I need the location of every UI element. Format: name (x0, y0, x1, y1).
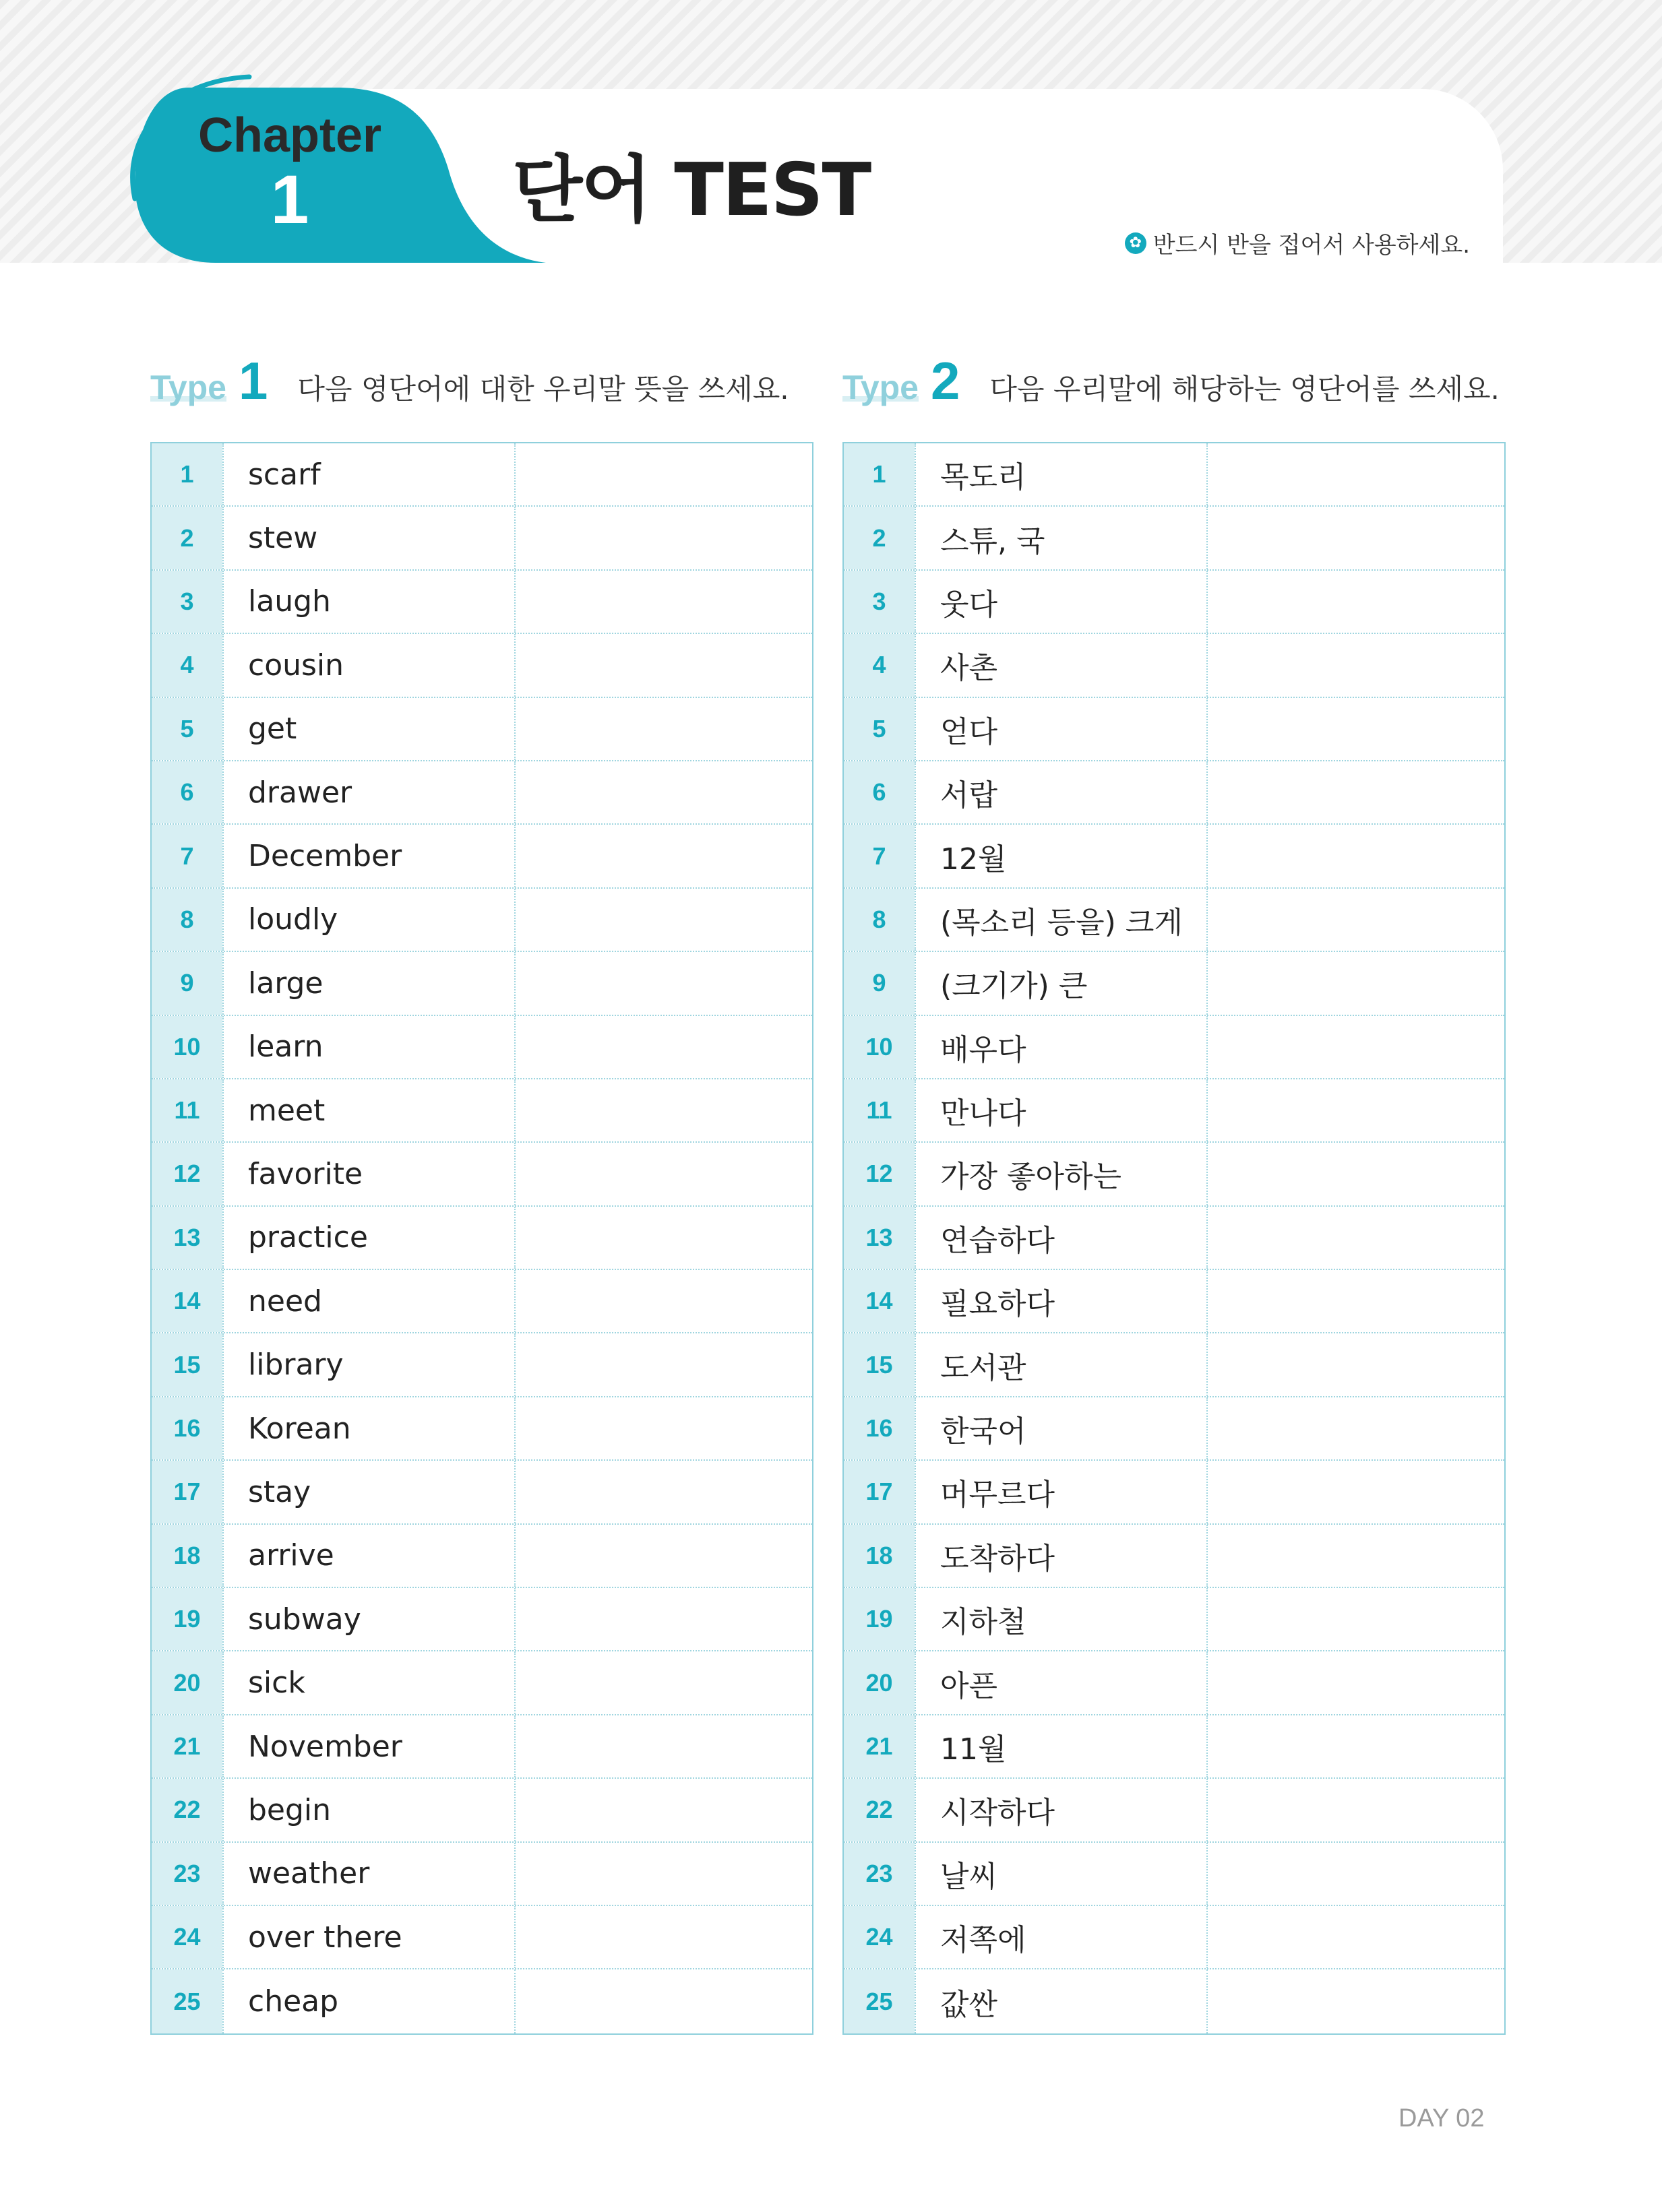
table-row (152, 1397, 812, 1461)
item-word: 값싼 (915, 1969, 1208, 2033)
item-word: 한국어 (915, 1397, 1208, 1459)
item-number: 23 (844, 1843, 915, 1905)
item-number: 11 (152, 1079, 222, 1141)
answer-blank[interactable] (516, 571, 812, 633)
item-word: weather (222, 1843, 516, 1905)
item-number: 17 (844, 1461, 915, 1523)
item-word: 12월 (915, 825, 1208, 887)
table-row (844, 443, 1504, 507)
item-word: subway (222, 1588, 516, 1650)
item-number: 2 (152, 507, 222, 569)
answer-blank[interactable] (516, 1333, 812, 1395)
answer-blank[interactable] (1208, 1270, 1504, 1332)
item-number: 4 (844, 634, 915, 696)
answer-blank[interactable] (1208, 1779, 1504, 1841)
item-number: 1 (152, 443, 222, 505)
item-word: cheap (222, 1969, 516, 2033)
answer-blank[interactable] (516, 698, 812, 760)
answer-blank[interactable] (1208, 1333, 1504, 1395)
table-row (844, 698, 1504, 761)
item-word: 저쪽에 (915, 1906, 1208, 1968)
item-word: over there (222, 1906, 516, 1968)
table-row (844, 1715, 1504, 1779)
notice-text: 반드시 반을 접어서 사용하세요. (1152, 232, 1470, 259)
table-row (152, 1461, 812, 1524)
item-number: 16 (152, 1397, 222, 1459)
type2-section (842, 350, 1504, 2035)
item-number: 8 (152, 889, 222, 951)
answer-blank[interactable] (516, 1779, 812, 1841)
answer-blank[interactable] (516, 1525, 812, 1587)
answer-blank[interactable] (516, 825, 812, 887)
table-row (844, 507, 1504, 570)
item-word: 아픈 (915, 1651, 1208, 1713)
type-instruction: 다음 영단어에 대한 우리말 뜻을 쓰세요. (297, 373, 789, 406)
table-row (152, 1525, 812, 1588)
table-row (152, 1143, 812, 1206)
table-row (152, 1016, 812, 1079)
day-label: DAY 02 (1398, 2104, 1485, 2132)
item-word: 지하철 (915, 1588, 1208, 1650)
table-row (152, 1651, 812, 1715)
answer-blank[interactable] (516, 1461, 812, 1523)
table-row (152, 1079, 812, 1143)
item-word: November (222, 1715, 516, 1777)
item-word: learn (222, 1016, 516, 1078)
answer-blank[interactable] (1208, 1715, 1504, 1777)
table-row (844, 1588, 1504, 1651)
item-number: 25 (844, 1969, 915, 2033)
table-row (152, 1207, 812, 1270)
item-word: sick (222, 1651, 516, 1713)
item-word: 웃다 (915, 571, 1208, 633)
item-number: 14 (152, 1270, 222, 1332)
item-word: 목도리 (915, 443, 1208, 505)
answer-blank[interactable] (1208, 507, 1504, 569)
item-word: large (222, 952, 516, 1014)
item-number: 22 (844, 1779, 915, 1841)
item-number: 18 (152, 1525, 222, 1587)
table-row (844, 1843, 1504, 1906)
table-row (844, 889, 1504, 952)
item-number: 15 (152, 1333, 222, 1395)
item-word: Korean (222, 1397, 516, 1459)
item-word: 11월 (915, 1715, 1208, 1777)
table-row (152, 507, 812, 570)
item-number: 16 (844, 1397, 915, 1459)
answer-blank[interactable] (1208, 889, 1504, 951)
answer-blank[interactable] (1208, 1525, 1504, 1587)
table-row (152, 1333, 812, 1397)
item-word: 도서관 (915, 1333, 1208, 1395)
answer-blank[interactable] (516, 952, 812, 1014)
item-number: 18 (844, 1525, 915, 1587)
answer-blank[interactable] (1208, 1016, 1504, 1078)
answer-blank[interactable] (516, 634, 812, 696)
item-number: 12 (844, 1143, 915, 1205)
answer-blank[interactable] (516, 1270, 812, 1332)
answer-blank[interactable] (1208, 698, 1504, 760)
item-word: 날씨 (915, 1843, 1208, 1905)
item-word: scarf (222, 443, 516, 505)
item-number: 19 (152, 1588, 222, 1650)
answer-blank[interactable] (1208, 634, 1504, 696)
item-word: get (222, 698, 516, 760)
table-row (152, 1843, 812, 1906)
answer-blank[interactable] (1208, 1207, 1504, 1269)
table-row (844, 761, 1504, 825)
item-word: 서랍 (915, 761, 1208, 823)
type-label: Type (842, 368, 919, 408)
table-row (844, 1270, 1504, 1333)
answer-blank[interactable] (516, 1079, 812, 1141)
answer-blank[interactable] (1208, 1969, 1504, 2033)
table-row (844, 1779, 1504, 1842)
item-number: 6 (152, 761, 222, 823)
item-number: 23 (152, 1843, 222, 1905)
answer-blank[interactable] (1208, 1906, 1504, 1968)
answer-blank[interactable] (1208, 1397, 1504, 1459)
item-number: 3 (152, 571, 222, 633)
item-number: 5 (844, 698, 915, 760)
item-number: 9 (152, 952, 222, 1014)
item-word: December (222, 825, 516, 887)
item-word: stew (222, 507, 516, 569)
answer-blank[interactable] (1208, 952, 1504, 1014)
chapter-number: 1 (270, 161, 309, 238)
table-row (844, 1079, 1504, 1143)
word-table-type1 (150, 442, 813, 2035)
item-word: 머무르다 (915, 1461, 1208, 1523)
table-row (844, 1333, 1504, 1397)
item-number: 10 (844, 1016, 915, 1078)
item-word: begin (222, 1779, 516, 1841)
item-number: 7 (152, 825, 222, 887)
answer-blank[interactable] (516, 1843, 812, 1905)
table-row (152, 1969, 812, 2033)
answer-blank[interactable] (516, 1143, 812, 1205)
item-number: 17 (152, 1461, 222, 1523)
item-number: 21 (844, 1715, 915, 1777)
item-word: 얻다 (915, 698, 1208, 760)
item-number: 13 (844, 1207, 915, 1269)
item-number: 13 (152, 1207, 222, 1269)
item-word: 연습하다 (915, 1207, 1208, 1269)
table-row (152, 1715, 812, 1779)
item-word: need (222, 1270, 516, 1332)
item-word: loudly (222, 889, 516, 951)
item-word: arrive (222, 1525, 516, 1587)
table-row (152, 825, 812, 888)
table-row (152, 571, 812, 634)
item-word: 배우다 (915, 1016, 1208, 1078)
item-number: 22 (152, 1779, 222, 1841)
answer-blank[interactable] (516, 1715, 812, 1777)
table-row (844, 1461, 1504, 1524)
item-number: 3 (844, 571, 915, 633)
table-row (844, 1143, 1504, 1206)
table-row (844, 1969, 1504, 2033)
item-word: 만나다 (915, 1079, 1208, 1141)
item-word: drawer (222, 761, 516, 823)
answer-blank[interactable] (1208, 825, 1504, 887)
item-number: 25 (152, 1969, 222, 2033)
item-number: 15 (844, 1333, 915, 1395)
item-word: (크기가) 큰 (915, 952, 1208, 1014)
item-number: 5 (152, 698, 222, 760)
item-number: 8 (844, 889, 915, 951)
item-word: favorite (222, 1143, 516, 1205)
answer-blank[interactable] (516, 1016, 812, 1078)
star-icon: ✿ (1125, 232, 1146, 254)
item-number: 9 (844, 952, 915, 1014)
type-instruction: 다음 우리말에 해당하는 영단어를 쓰세요. (989, 373, 1500, 406)
answer-blank[interactable] (1208, 761, 1504, 823)
item-word: laugh (222, 571, 516, 633)
table-row (152, 761, 812, 825)
answer-blank[interactable] (1208, 1079, 1504, 1141)
word-table-type2 (842, 442, 1506, 2035)
table-row (844, 825, 1504, 888)
table-row (152, 1779, 812, 1842)
answer-blank[interactable] (1208, 1651, 1504, 1713)
answer-blank[interactable] (516, 443, 812, 505)
page-title: 단어 TEST (512, 148, 871, 232)
item-number: 19 (844, 1588, 915, 1650)
item-number: 2 (844, 507, 915, 569)
item-number: 7 (844, 825, 915, 887)
item-number: 24 (152, 1906, 222, 1968)
item-number: 10 (152, 1016, 222, 1078)
type1-heading (150, 350, 812, 418)
item-word: library (222, 1333, 516, 1395)
table-row (844, 952, 1504, 1015)
table-row (152, 952, 812, 1015)
table-row (844, 634, 1504, 697)
answer-blank[interactable] (516, 1588, 812, 1650)
answer-blank[interactable] (516, 889, 812, 951)
table-row (844, 1207, 1504, 1270)
item-number: 24 (844, 1906, 915, 1968)
table-row (152, 1270, 812, 1333)
table-row (152, 443, 812, 507)
answer-blank[interactable] (1208, 443, 1504, 505)
item-number: 20 (152, 1651, 222, 1713)
item-word: 가장 좋아하는 (915, 1143, 1208, 1205)
item-word: 도착하다 (915, 1525, 1208, 1587)
answer-blank[interactable] (516, 1969, 812, 2033)
answer-blank[interactable] (516, 1207, 812, 1269)
table-row (844, 1397, 1504, 1461)
answer-blank[interactable] (1208, 571, 1504, 633)
item-number: 12 (152, 1143, 222, 1205)
answer-blank[interactable] (1208, 1461, 1504, 1523)
chapter-label: Chapter (197, 108, 382, 162)
item-number: 21 (152, 1715, 222, 1777)
item-word: 사촌 (915, 634, 1208, 696)
table-row (152, 889, 812, 952)
item-word: 스튜, 국 (915, 507, 1208, 569)
item-word: cousin (222, 634, 516, 696)
item-number: 6 (844, 761, 915, 823)
item-word: (목소리 등을) 크게 (915, 889, 1208, 951)
usage-notice (1125, 226, 1470, 259)
item-word: 시작하다 (915, 1779, 1208, 1841)
answer-blank[interactable] (1208, 1843, 1504, 1905)
answer-blank[interactable] (516, 507, 812, 569)
type-label: Type (150, 368, 226, 408)
table-row (844, 1906, 1504, 1969)
answer-blank[interactable] (516, 761, 812, 823)
item-number: 4 (152, 634, 222, 696)
answer-blank[interactable] (516, 1397, 812, 1459)
table-row (152, 1588, 812, 1651)
type-number: 2 (931, 351, 960, 410)
answer-blank[interactable] (516, 1906, 812, 1968)
item-number: 1 (844, 443, 915, 505)
answer-blank[interactable] (1208, 1588, 1504, 1650)
table-row (844, 1525, 1504, 1588)
table-row (152, 1906, 812, 1969)
type1-section (150, 350, 812, 2035)
item-number: 11 (844, 1079, 915, 1141)
item-word: stay (222, 1461, 516, 1523)
table-row (844, 1016, 1504, 1079)
type-number: 1 (239, 351, 268, 410)
type2-heading (842, 350, 1504, 418)
item-number: 20 (844, 1651, 915, 1713)
table-row (152, 698, 812, 761)
item-word: meet (222, 1079, 516, 1141)
answer-blank[interactable] (516, 1651, 812, 1713)
table-row (844, 1651, 1504, 1715)
item-word: practice (222, 1207, 516, 1269)
table-row (152, 634, 812, 697)
table-row (844, 571, 1504, 634)
item-number: 14 (844, 1270, 915, 1332)
answer-blank[interactable] (1208, 1143, 1504, 1205)
item-word: 필요하다 (915, 1270, 1208, 1332)
